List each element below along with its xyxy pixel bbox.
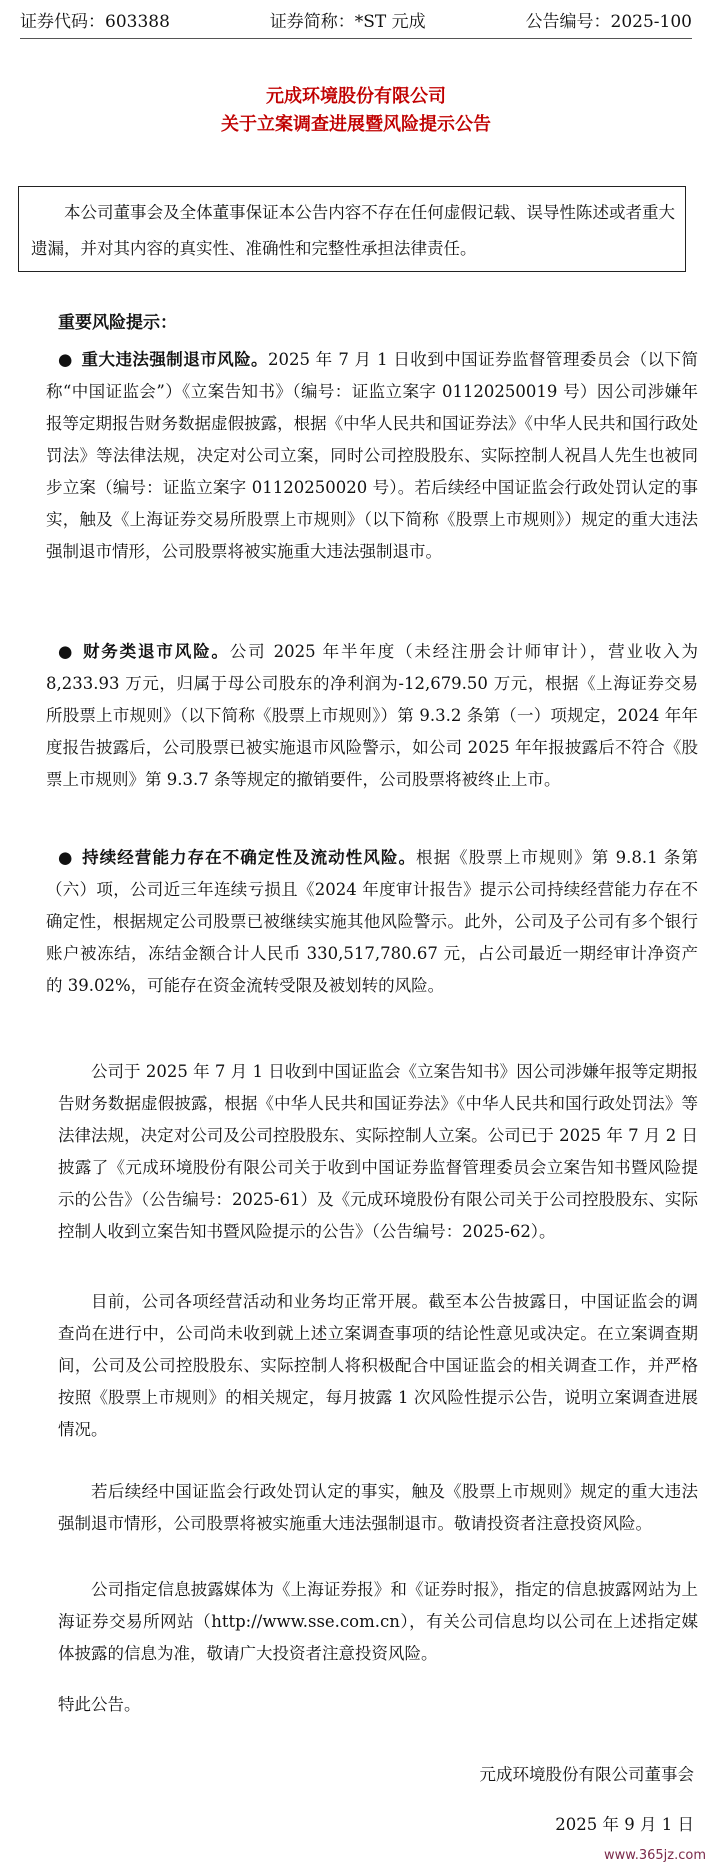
disclaimer-box: 本公司董事会及全体董事保证本公告内容不存在任何虚假记载、误导性陈述或者重大遗漏，并对其内容的真实性、准确性和完整性承担法律责任。 [18, 186, 686, 272]
notice-number: 公告编号：2025-100 [525, 12, 692, 32]
bullet-heading: 财务类退市风险。 [81, 642, 230, 661]
paragraph-filing: 公司于 2025 年 7 月 1 日收到中国证监会《立案告知书》因公司涉嫌年报等定期报告财务数据虚假披露，根据《中华人民共和国证券法》《中华人民共和国行政处罚法》等法律法规，决定对公司及公司控股股东、实际控制人立案。公司已于 2025 年 7 月 2 日披露了《元成环境股份有限公司关于收到中国证券监督管理委员会立案告知书暨风险提示的公告》（公告编号：2025-61）及《元成环境股份有限公司关于公司控股股东、实际控制人收到立案告知书暨风险提示的公告》（公告编号：2025-62）。 [58, 1062, 698, 1241]
bullet-marker: ● [58, 350, 73, 369]
risk-bullet-1 [46, 344, 698, 568]
bullet-marker: ● [58, 848, 73, 867]
closing-statement: 特此公告。 [58, 1695, 141, 1714]
company-title: 元成环境股份有限公司 [266, 86, 446, 107]
risk-bullet-2 [46, 636, 698, 796]
stock-code: 证券代码：603388 [20, 12, 170, 32]
risk-bullet-3 [46, 842, 698, 1002]
bullet-marker: ● [58, 642, 73, 661]
bullet-heading: 持续经营能力存在不确定性及流动性风险。 [81, 848, 417, 867]
signature-date: 2025 年 9 月 1 日 [555, 1815, 694, 1834]
bullet-text: 根据《股票上市规则》第 9.8.1 条第（六）项，公司近三年连续亏损且《2024 年度审计报告》提示公司持续经营能力存在不确定性，根据规定公司股票已被继续实施其他风险警示。此外，公司及子公司有多个银行账户被冻结，冻结金额合计人民币 330,517,780.67 元，占公司最近一期经审计净资产的 39.02%，可能存在资金流转受限及被划转的风险。 [46, 848, 699, 995]
risk-heading: 重要风险提示： [58, 313, 177, 333]
bullet-text: 2025 年 7 月 1 日收到中国证券监督管理委员会（以下简称“中国证监会”）《立案告知书》（编号：证监立案字 01120250019 号）因公司涉嫌年报等定期报告财务数据虚假披露，根据《中华人民共和国证券法》《中华人民共和国行政处罚法》等法律法规，决定对公司立案，同时公司控股股东、实际控制人祝昌人先生也被同步立案（编号：证监立案字 01120250020 号）。若后续经中国证监会行政处罚认定的事实，触及《上海证券交易所股票上市规则》（以下简称《股票上市规则》）规定的重大违法强制退市情形，公司股票将被实施重大违法强制退市。 [46, 350, 699, 561]
paragraph-disclosure-media: 公司指定信息披露媒体为《上海证券报》和《证券时报》，指定的信息披露网站为上海证券交易所网站（http://www.sse.com.cn），有关公司信息均以公司在上述指定媒体披露的信息为准，敬请广大投资者注意投资风险。 [58, 1580, 698, 1663]
board-signature: 元成环境股份有限公司董事会 [479, 1765, 694, 1784]
document-header [20, 10, 692, 39]
paragraph-risk: 若后续经中国证监会行政处罚认定的事实，触及《股票上市规则》规定的重大违法强制退市情形，公司股票将被实施重大违法强制退市。敬请投资者注意投资风险。 [58, 1482, 698, 1533]
notice-title: 关于立案调查进展暨风险提示公告 [221, 114, 491, 135]
paragraph-status: 目前，公司各项经营活动和业务均正常开展。截至本公告披露日，中国证监会的调查尚在进行中，公司尚未收到就上述立案调查事项的结论性意见或决定。在立案调查期间，公司及公司控股股东、实际控制人将积极配合中国证监会的相关调查工作，并严格按照《股票上市规则》的相关规定，每月披露 1 次风险性提示公告，说明立案调查进展情况。 [58, 1292, 698, 1439]
stock-abbreviation: 证券简称：*ST 元成 [269, 12, 426, 32]
bullet-text: 公司 2025 年半年度（未经注册会计师审计），营业收入为 8,233.93 万元，归属于母公司股东的净利润为-12,679.50 万元，根据《上海证券交易所股票上市规则》（以下简称《股票上市规则》）第 9.3.2 条第（一）项规定，2024 年年度报告披露后，公司股票已被实施退市风险警示，如公司 2025 年年报披露后不符合《股票上市规则》第 9.3.7 条等规定的撤销要件，公司股票将被终止上市。 [46, 642, 699, 789]
site-watermark: www.365jz.com [604, 1848, 706, 1863]
bullet-heading: 重大违法强制退市风险。 [81, 350, 268, 369]
